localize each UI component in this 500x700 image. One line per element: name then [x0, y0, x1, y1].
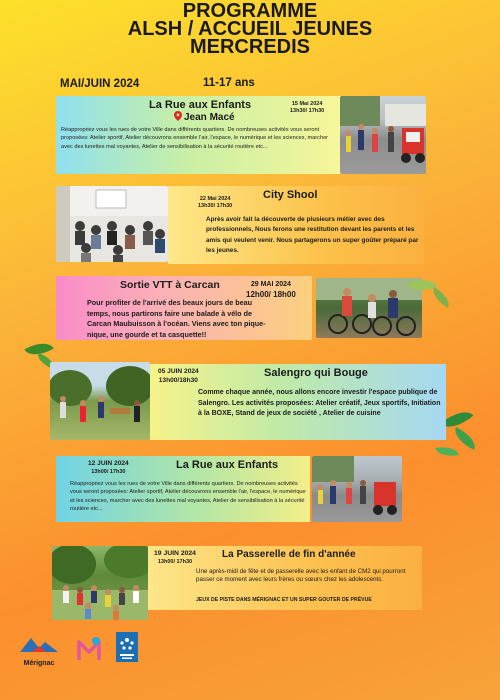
event-description: Pour profiter de l'arrivé des beaux jours de beau temps, nous partirons faire une balade à vélo de Carcan Maubuisson à l'océan. Viens avec ton pique-nique, une gourde et ta casquette!!	[87, 298, 266, 339]
event-description: Après avoir fait la découverte de plusieurs métier avec des professionnels, Nous ferons une restitution devant les parents et les amis qui veulent venir. Nous partagerons un super goûter préparé par les jeunes.	[206, 216, 419, 255]
event-date-time	[158, 367, 199, 385]
location-label: Jean Macé	[184, 112, 235, 123]
caf-logo	[116, 632, 138, 662]
event-date: 12 JUIN 2024	[88, 460, 129, 467]
event-photo-street-activities-1	[340, 96, 426, 174]
event-time: 13h00/18h30	[158, 377, 198, 384]
event-card-city-school	[168, 186, 424, 264]
event-card-sortie-vtt	[56, 276, 312, 340]
event-date-time	[198, 196, 232, 210]
event-title: La Passerelle de fin d'année	[222, 549, 356, 560]
event-date: 19 JUIN 2024	[154, 550, 196, 557]
event-date: 05 JUIN 2024	[158, 368, 199, 375]
event-date-time	[290, 101, 324, 115]
location-pin-icon	[174, 111, 182, 124]
event-title: La Rue aux Enfants	[149, 99, 252, 111]
event-card-passerelle	[148, 546, 422, 610]
event-date-time	[88, 459, 129, 477]
event-title: La Rue aux Enfants	[176, 459, 279, 471]
event-time: 13h00/ 17h30	[91, 469, 126, 475]
title-line-3: MERCREDIS	[189, 36, 310, 58]
event-time: 12h00/ 18h00	[246, 290, 296, 299]
event-title: City Shool	[263, 189, 318, 201]
event-location	[174, 111, 235, 124]
title-line-1: PROGRAMME	[182, 0, 318, 22]
event-date: 22 Mai 2024	[199, 196, 231, 202]
event-time: 13h30/ 17h30	[290, 108, 325, 114]
age-range-label: 11-17 ans	[203, 77, 255, 89]
period-label: MAI/JUIN 2024	[60, 78, 140, 90]
decorative-leaf	[450, 427, 479, 450]
event-description: Réappropriez vous les rues de votre Ville dans différents quartiers. De nombreuses activités vous seront proposées: Atelier sportif, Atelier découvrons ensemble l'air, l'espace, le numérique et les sciences, marcher avec des lunettes mal voyantes, Atelier de sensibilisation à la sécurité routière etc...	[61, 127, 329, 150]
event-date-time	[154, 549, 196, 567]
decorative-leaf	[429, 287, 454, 308]
partner-logo-m	[76, 636, 102, 664]
event-description: Réappropriez vous les rues de votre Ville dans différents quartiers. De nombreuses activités vous seront proposées: Atelier sportif, Atelier découvrons ensemble l'air, l'espace, le numérique et les sciences, marcher avec des lunettes mal voyantes, Atelier de sensibilisation à la sécurité routière etc...	[70, 481, 306, 513]
event-date: 15 Mai 2024	[291, 101, 323, 107]
event-description: Comme chaque année, nous allons encore investir l'espace publique de Salengro. Les activités proposées: Atelier créatif, Jeux sportifs, Initiation à la BOXE, Stand de jeux de société , Atelier de cuisine	[198, 389, 441, 418]
event-card-salengro-qui-bouge	[150, 364, 446, 440]
event-photo-group-outdoor	[52, 546, 148, 620]
event-photo-street-activities-2	[312, 456, 402, 522]
event-time: 13h30/ 17h30	[198, 203, 233, 209]
event-photo-park-games	[50, 362, 150, 440]
event-description: Une après-midi de fête et de passerelle avec les enfant de CM2 qui pourront passer ce moment avec leurs frères ou sœurs chez les adolescents.	[196, 568, 406, 584]
merignac-logo-text: Mérignac	[23, 660, 55, 667]
event-date-time	[246, 280, 296, 300]
event-card-rue-aux-enfants-1	[56, 96, 342, 174]
title-line-2: ALSH / ACCUEIL JEUNES	[127, 18, 373, 40]
event-photo-classroom	[56, 186, 168, 262]
event-footer-note: JEUX DE PISTE DANS MÉRIGNAC ET UN SUPER GOUTER DE PRÉVUE	[196, 597, 372, 603]
event-title: Sortie VTT à Carcan	[120, 279, 220, 291]
event-card-rue-aux-enfants-2	[56, 456, 310, 522]
event-title: Salengro qui Bouge	[264, 367, 368, 379]
merignac-logo	[18, 636, 60, 666]
decorative-leaf	[435, 444, 459, 459]
event-date: 29 MAI 2024	[250, 281, 291, 288]
event-time: 13h00/ 17h30	[157, 559, 193, 565]
event-photo-bikes	[316, 278, 422, 338]
